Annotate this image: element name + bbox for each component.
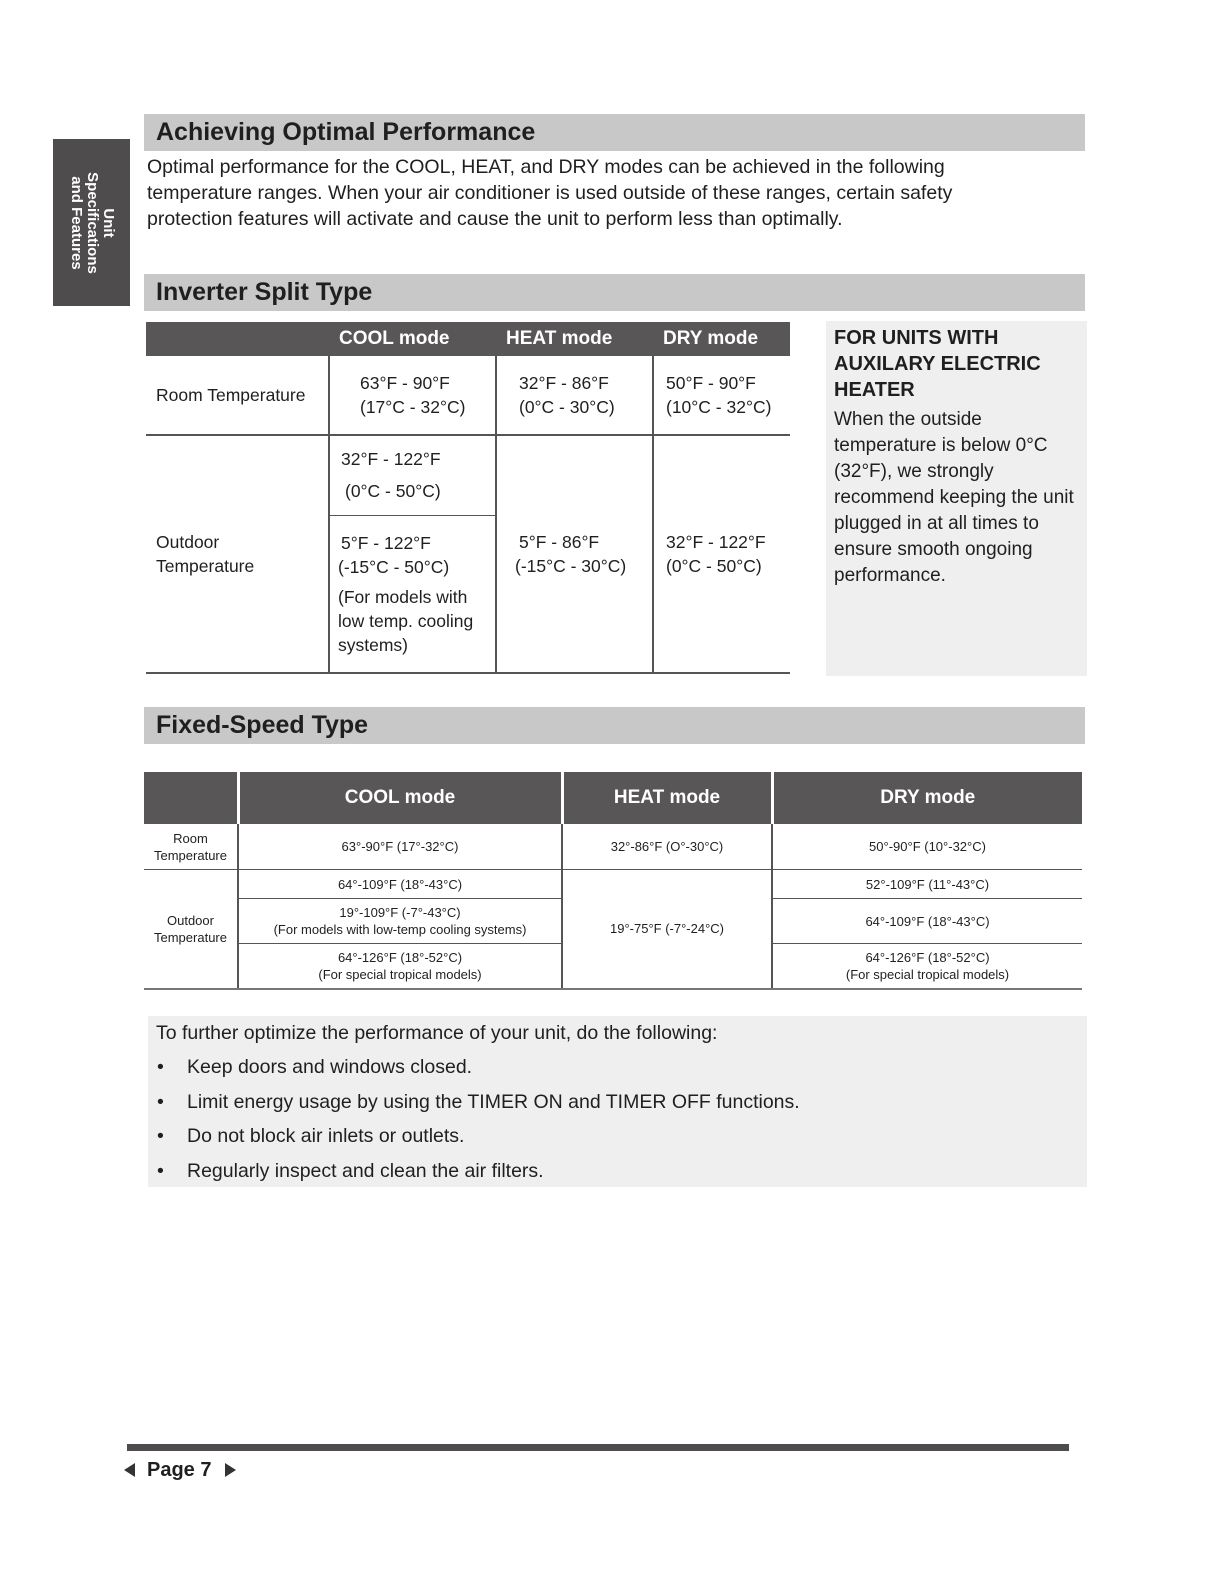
fixed-outdoor-row-1: [144, 869, 1082, 898]
value-line: 5°F - 122°F: [341, 532, 431, 553]
value-line: (-15°C - 30°C): [515, 556, 627, 576]
optimal-body: Optimal performance for the COOL, HEAT, and DRY modes can be achieved in the following temperature ranges. When your air conditioner is used outside of these ranges, certain safety protection features will activate and cause the unit to perform less than optimally.: [147, 156, 953, 230]
side-tab-line: and Features: [67, 175, 85, 270]
list-item: [156, 1125, 1079, 1147]
inverter-outdoor-cool-standard: [329, 435, 496, 515]
list-item: [156, 1056, 1079, 1078]
value-line: (-15°C - 50°C): [338, 556, 450, 577]
fixed-outdoor-label: [144, 869, 238, 989]
page-footer: [124, 1458, 236, 1482]
inverter-room-label: Room Temperature: [146, 356, 329, 435]
note-line: (For models with low-temp cooling systems): [273, 922, 527, 938]
fixed-outdoor-cool-tropical: [238, 944, 562, 989]
tip-text: Do not block air inlets or outlets.: [187, 1125, 465, 1147]
note-line: (For special tropical models): [318, 967, 482, 983]
value-line: (0°C - 50°C): [345, 481, 441, 502]
previous-page-icon[interactable]: [124, 1463, 135, 1477]
inverter-room-row: [146, 356, 790, 435]
fixed-header-heat: HEAT mode: [562, 772, 772, 824]
value-line: (0°C - 50°C): [666, 556, 762, 576]
label-line: Temperature: [154, 847, 227, 863]
value-line: (0°C - 30°C): [519, 397, 615, 417]
value-line: 64°-126°F (18°-52°C): [865, 950, 990, 966]
fixed-speed-table: [144, 772, 1082, 990]
side-tab-line: Unit: [99, 207, 117, 238]
fixed-header-cool: COOL mode: [238, 772, 562, 824]
value-line: 63°F - 90°F: [360, 373, 450, 393]
aux-heater-body: When the outside temperature is below 0°C (32°F), we strongly recommend keeping the unit plugged in at all times to ensure smooth ongoing performance.: [834, 409, 1074, 586]
inverter-table: [146, 322, 790, 674]
inverter-room-heat: [496, 356, 653, 435]
note-line: low temp. cooling: [338, 610, 474, 631]
note-line: systems): [338, 634, 408, 655]
fixed-header-dry: DRY mode: [772, 772, 1082, 824]
inverter-outdoor-heat: [496, 435, 653, 673]
fixed-room-heat: 32°-86°F (O°-30°C): [562, 824, 772, 869]
fixed-header-blank: [144, 772, 238, 824]
note-line: (For special tropical models): [845, 967, 1010, 983]
inverter-header-row: [146, 322, 790, 356]
value-line: 19°-109°F (-7°-43°C): [339, 905, 461, 921]
fixed-outdoor-cool-lowtemp: [238, 899, 562, 944]
fixed-outdoor-dry-lowtemp: 64°-109°F (18°-43°C): [772, 899, 1082, 944]
value-line: 32°F - 122°F: [341, 449, 441, 470]
fixed-room-label: [144, 824, 238, 869]
value-line: (10°C - 32°C): [666, 397, 772, 417]
fixed-room-row: [144, 824, 1082, 869]
tip-text: Keep doors and windows closed.: [187, 1056, 473, 1078]
optimization-tips: [148, 1016, 1087, 1187]
inverter-header-cool: COOL mode: [329, 322, 496, 356]
tip-text: Regularly inspect and clean the air filters.: [187, 1159, 544, 1182]
section-side-tab: [53, 139, 130, 306]
aux-heater-title: FOR UNITS WITH AUXILARY ELECTRIC HEATER: [834, 327, 1041, 401]
side-tab-line: Specifications: [83, 171, 101, 274]
value-line: 50°F - 90°F: [666, 373, 756, 393]
note-line: (For models with: [338, 586, 468, 607]
label-line: Room: [173, 830, 208, 846]
bullet-icon: •: [157, 1090, 164, 1113]
fixed-outdoor-heat: 19°-75°F (-7°-24°C): [562, 869, 772, 989]
bullet-icon: •: [157, 1159, 164, 1182]
inverter-section-header: [144, 274, 1085, 311]
side-tab-label: [68, 172, 116, 274]
fixed-outdoor-cool-standard: 64°-109°F (18°-43°C): [238, 869, 562, 898]
list-item: [156, 1091, 1079, 1113]
fixed-room-cool: 63°-90°F (17°-32°C): [238, 824, 562, 869]
inverter-outdoor-dry: [653, 435, 790, 673]
value-line: (17°C - 32°C): [360, 397, 466, 417]
inverter-header-heat: HEAT mode: [496, 322, 653, 356]
value-line: 64°-126°F (18°-52°C): [337, 950, 463, 966]
inverter-header-dry: DRY mode: [653, 322, 790, 356]
label-line: Temperature: [156, 556, 255, 576]
inverter-room-cool: [329, 356, 496, 435]
tips-intro: To further optimize the performance of your unit, do the following:: [156, 1022, 718, 1044]
aux-heater-note: [826, 321, 1087, 676]
inverter-title: Inverter Split Type: [156, 278, 373, 306]
bullet-icon: •: [157, 1056, 164, 1078]
footer-divider: [127, 1444, 1069, 1451]
inverter-header-blank: [146, 322, 329, 356]
fixed-section-header: [144, 707, 1085, 744]
value-line: 32°F - 86°F: [519, 373, 609, 393]
value-line: 32°F - 122°F: [666, 532, 766, 552]
inverter-outdoor-label: [146, 435, 329, 673]
fixed-room-dry: 50°-90°F (10°-32°C): [772, 824, 1082, 869]
fixed-header-row: [144, 772, 1082, 824]
page-number: Page 7: [147, 1458, 212, 1481]
inverter-room-dry: [653, 356, 790, 435]
label-line: Outdoor: [156, 532, 220, 552]
fixed-outdoor-dry-standard: 52°-109°F (11°-43°C): [772, 869, 1082, 898]
fixed-title: Fixed-Speed Type: [156, 711, 369, 739]
inverter-outdoor-cool-lowtemp: [329, 515, 496, 673]
bullet-icon: •: [157, 1125, 164, 1147]
optimal-section-header: [144, 114, 1085, 151]
label-line: Temperature: [154, 929, 227, 945]
tip-text: Limit energy usage by using the TIMER ON and TIMER OFF functions.: [187, 1090, 800, 1113]
next-page-icon[interactable]: [225, 1463, 236, 1477]
tips-list: [156, 1056, 1079, 1182]
inverter-outdoor-row: [146, 435, 790, 515]
fixed-outdoor-dry-tropical: [772, 944, 1082, 989]
label-line: Outdoor: [167, 912, 214, 928]
optimal-title: Achieving Optimal Performance: [156, 118, 536, 146]
value-line: 5°F - 86°F: [519, 532, 600, 552]
list-item: [156, 1160, 1079, 1182]
